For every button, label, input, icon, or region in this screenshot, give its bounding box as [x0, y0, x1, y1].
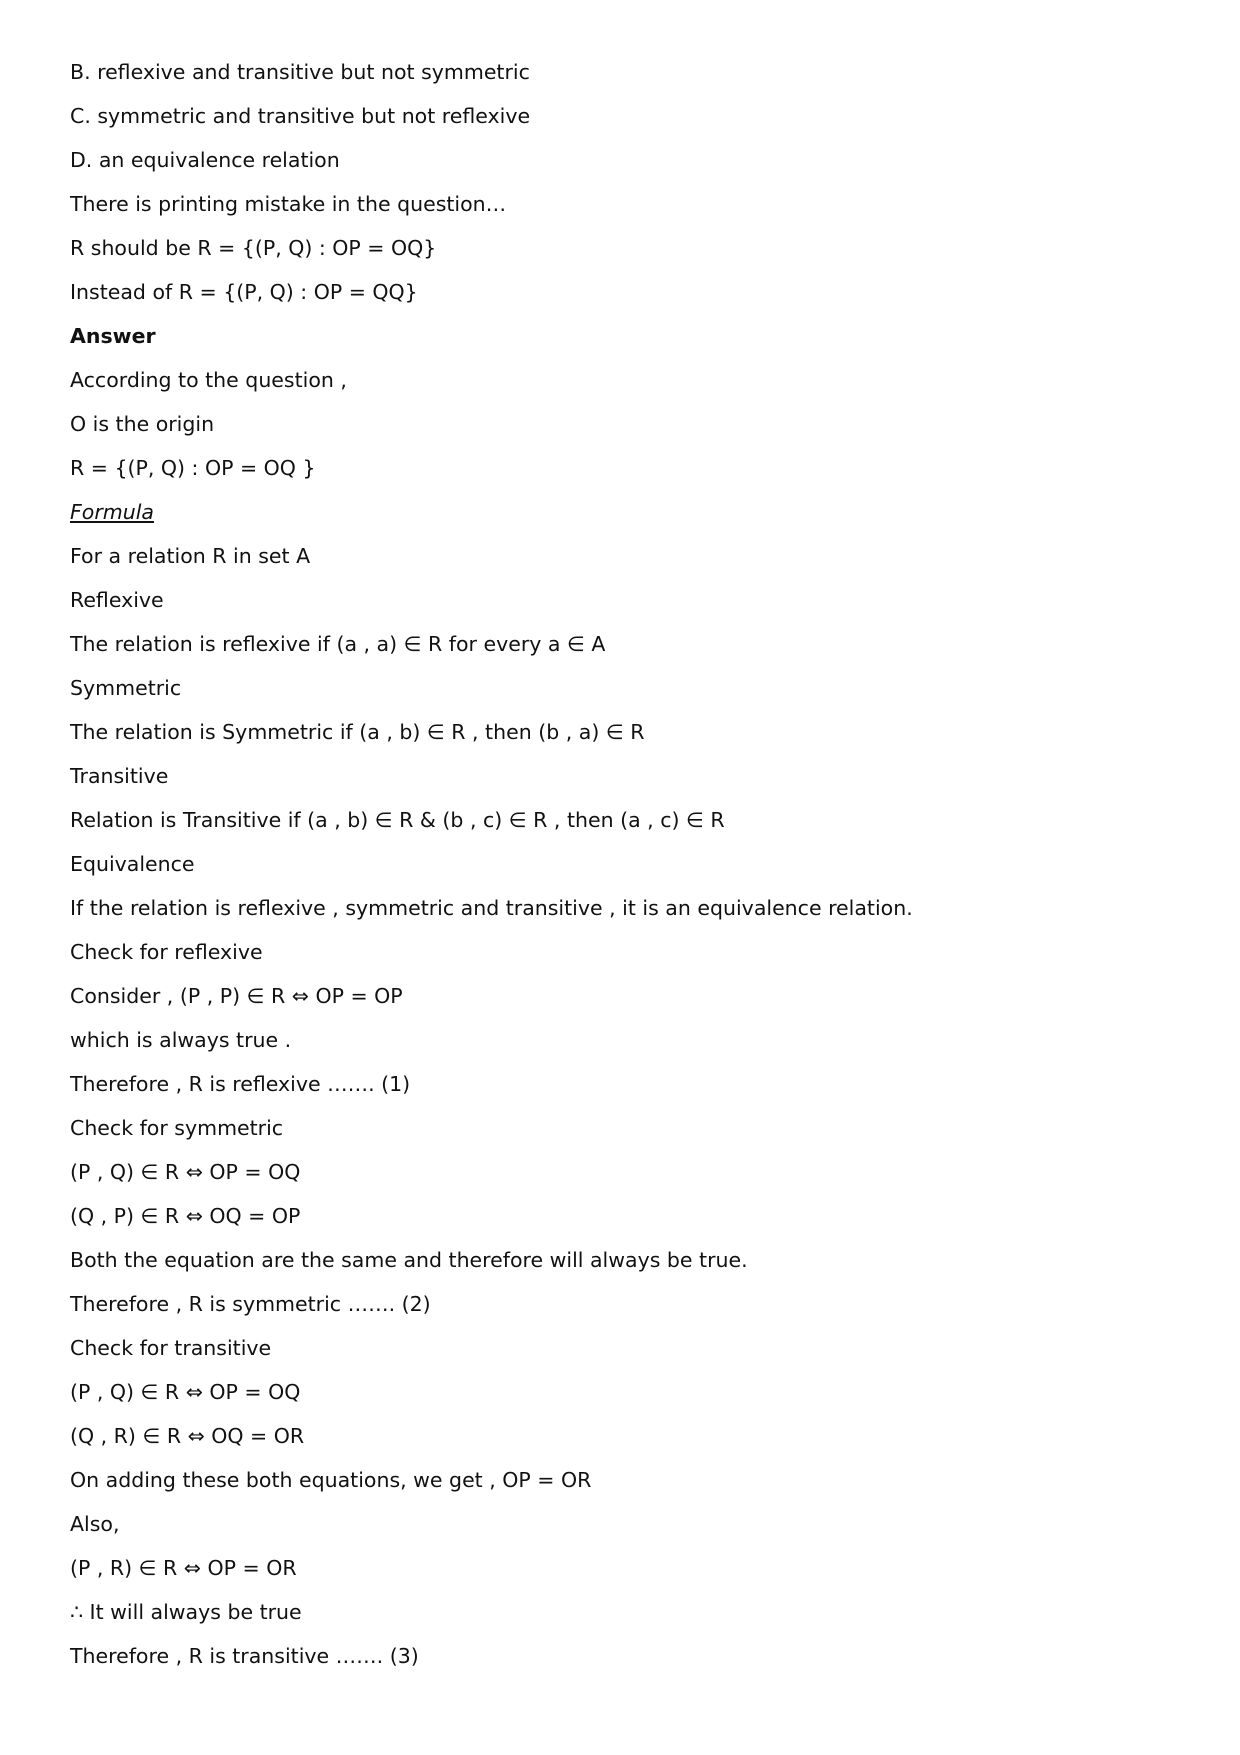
text-line: There is printing mistake in the question…	[70, 192, 507, 216]
text-line: Check for transitive	[70, 1336, 272, 1360]
text-line: Check for symmetric	[70, 1116, 284, 1140]
subheading: Formula	[70, 500, 154, 524]
text-line: D. an equivalence relation	[70, 148, 340, 172]
text-line: which is always true .	[70, 1028, 292, 1052]
text-line: R = {(P, Q) : OP = OQ }	[70, 456, 316, 480]
text-line: On adding these both equations, we get , OP = OR	[70, 1468, 592, 1492]
text-line: Therefore , R is symmetric ……. (2)	[70, 1292, 431, 1316]
text-line: R should be R = {(P, Q) : OP = OQ}	[70, 236, 437, 260]
text-line: Reflexive	[70, 588, 164, 612]
text-line: Equivalence	[70, 852, 195, 876]
text-line: Transitive	[70, 764, 169, 788]
text-line: Therefore , R is reflexive ……. (1)	[70, 1072, 411, 1096]
text-line: Instead of R = {(P, Q) : OP = QQ}	[70, 280, 418, 304]
text-line: Symmetric	[70, 676, 182, 700]
text-line: C. symmetric and transitive but not reflexive	[70, 104, 531, 128]
section-heading: Answer	[70, 324, 156, 348]
text-line: (Q , R) ∈ R ⇔ OQ = OR	[70, 1424, 305, 1448]
text-line: O is the origin	[70, 412, 215, 436]
text-line: (P , Q) ∈ R ⇔ OP = OQ	[70, 1380, 301, 1404]
text-line: For a relation R in set A	[70, 544, 311, 568]
text-line: Both the equation are the same and therefore will always be true.	[70, 1248, 748, 1272]
text-line: Relation is Transitive if (a , b) ∈ R & (b , c) ∈ R , then (a , c) ∈ R	[70, 808, 725, 832]
text-line: If the relation is reflexive , symmetric and transitive , it is an equivalence relation.	[70, 896, 913, 920]
text-line: (Q , P) ∈ R ⇔ OQ = OP	[70, 1204, 301, 1228]
text-line: ∴ It will always be true	[70, 1600, 302, 1624]
document-body	[70, 54, 1170, 1682]
text-line: The relation is reflexive if (a , a) ∈ R for every a ∈ A	[70, 632, 606, 656]
text-line: According to the question ,	[70, 368, 347, 392]
text-line: (P , Q) ∈ R ⇔ OP = OQ	[70, 1160, 301, 1184]
text-line: Therefore , R is transitive ……. (3)	[70, 1644, 419, 1668]
text-line: B. reflexive and transitive but not symmetric	[70, 60, 530, 84]
text-line: The relation is Symmetric if (a , b) ∈ R , then (b , a) ∈ R	[70, 720, 645, 744]
text-line: Check for reflexive	[70, 940, 263, 964]
text-line: Consider , (P , P) ∈ R ⇔ OP = OP	[70, 984, 403, 1008]
text-line: Also,	[70, 1512, 120, 1536]
text-line: (P , R) ∈ R ⇔ OP = OR	[70, 1556, 297, 1580]
